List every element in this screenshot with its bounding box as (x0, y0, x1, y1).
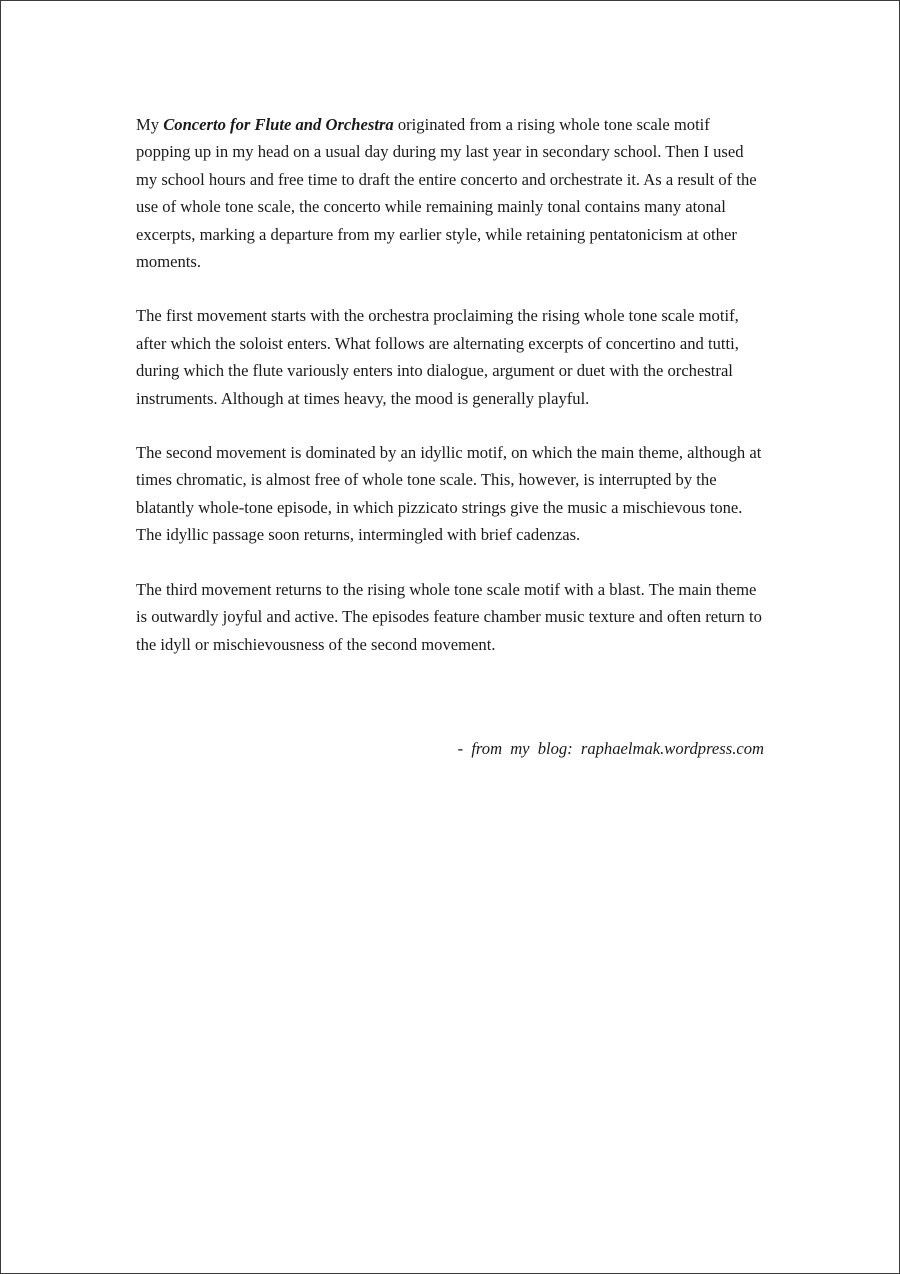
paragraph-third-movement: The third movement returns to the rising whole tone scale motif with a blast. The main theme is outwardly joyful and active. The episodes feature chamber music texture and often return to the idyll or mischievousness of the second movement. (136, 579, 762, 654)
document-body (136, 111, 768, 685)
paragraph-first-movement: The first movement starts with the orchestra proclaiming the rising whole tone scale motif, after which the soloist enters. What follows are alternating excerpts of concertino and tutti, during which the flute variously enters into dialogue, argument or duet with the orchestral instruments. Although at times heavy, the mood is generally playful. (136, 306, 739, 408)
intro-lead: My (136, 115, 164, 134)
blog-signature: - from my blog: raphaelmak.wordpress.com (457, 739, 764, 758)
paragraph-second-movement: The second movement is dominated by an idyllic motif, on which the main theme, although at times chromatic, is almost free of whole tone scale. This, however, is interrupted by the blatantly whole-tone episode, in which pizzicato strings give the music a mischievous tone. The idyllic passage soon returns, intermingled with brief cadenzas. (136, 443, 762, 545)
work-title: Concerto for Flute and Orchestra (163, 115, 394, 134)
paragraph-intro (136, 111, 768, 275)
intro-rest: originated from a rising whole tone scale motif popping up in my head on a usual day during my last year in secondary school. Then I used my school hours and free time to draft the entire concerto and orchestrate it. As a result of the use of whole tone scale, the concerto while remaining mainly tonal contains many atonal excerpts, marking a departure from my earlier style, while retaining pentatonicism at other moments. (136, 115, 757, 272)
